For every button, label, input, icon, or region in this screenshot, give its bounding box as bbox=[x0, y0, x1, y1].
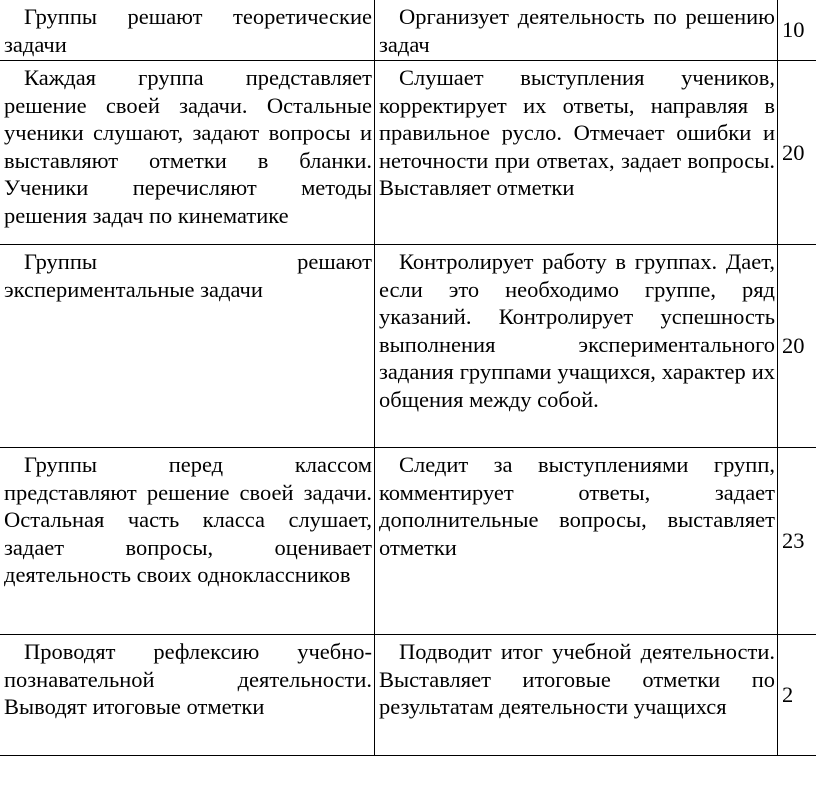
teacher-activity-cell: Подводит итог учебной деятельности. Выставляет итоговые отметки по результатам деятельности учащихся bbox=[375, 635, 778, 756]
teacher-activity-cell: Организует деятельность по решению задач bbox=[375, 0, 778, 61]
teacher-activity-cell: Следит за выступлениями групп, комментирует ответы, задает дополнительные вопросы, выставляет отметки bbox=[375, 448, 778, 635]
table-row bbox=[0, 61, 816, 245]
student-activity-cell: Группы решают экспериментальные задачи bbox=[0, 245, 375, 448]
student-activity-cell: Группы перед классом представляют решение своей задачи. Остальная часть класса слушает, задает вопросы, оценивает деятельность своих одноклассников bbox=[0, 448, 375, 635]
time-cell: 10 bbox=[778, 0, 816, 61]
table-row bbox=[0, 635, 816, 756]
student-activity-cell: Проводят рефлексию учебно-познавательной деятельности. Выводят итоговые отметки bbox=[0, 635, 375, 756]
teacher-activity-cell: Контролирует работу в группах. Дает, если это необходимо группе, ряд указаний. Контролирует успешность выполнения экспериментального задания группами учащихся, характер их общения между собой. bbox=[375, 245, 778, 448]
time-cell: 20 bbox=[778, 245, 816, 448]
teacher-activity-cell: Слушает выступления учеников, корректирует их ответы, направляя в правильное русло. Отмечает ошибки и неточности при ответах, задает вопросы. Выставляет отметки bbox=[375, 61, 778, 245]
time-cell: 2 bbox=[778, 635, 816, 756]
table-row bbox=[0, 0, 816, 61]
time-cell: 23 bbox=[778, 448, 816, 635]
student-activity-cell: Каждая группа представляет решение своей задачи. Остальные ученики слушают, задают вопросы и выставляют отметки в бланки. Ученики перечисляют методы решения задач по кинематике bbox=[0, 61, 375, 245]
student-activity-cell: Группы решают теоретические задачи bbox=[0, 0, 375, 61]
table-row bbox=[0, 245, 816, 448]
table-row bbox=[0, 448, 816, 635]
time-cell: 20 bbox=[778, 61, 816, 245]
